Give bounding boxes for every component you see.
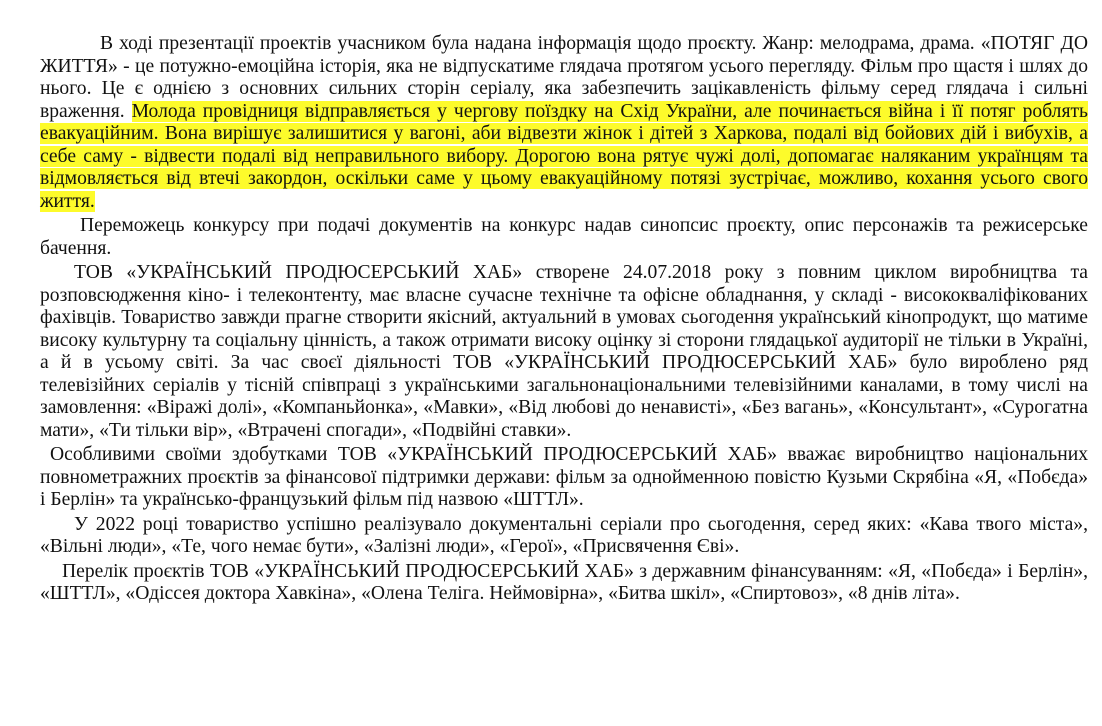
document-body	[40, 33, 1088, 608]
paragraph-achievements: Особливими своїми здобутками ТОВ «УКРАЇНСЬКИЙ ПРОДЮСЕРСЬКИЙ ХАБ» вважає виробництво національних повнометражних проєктів за фінансової підтримки держави: фільм за однойменною повістю Кузьми Скрябіна «Я, «Побєда» і Берлін» та українсько-французький фільм під назвою «ШТТЛ».	[40, 444, 1088, 510]
paragraph-company-profile: ТОВ «УКРАЇНСЬКИЙ ПРОДЮСЕРСЬКИЙ ХАБ» створене 24.07.2018 року з повним циклом виробництва та розповсюдження кіно- і телеконтенту, має власне сучасне технічне та офісне обладнання, у складі - висококваліфікованих фахівців. Товариство завжди прагне створити якісний, актуальний в умовах сьогодення український кінопродукт, що матиме високу культурну та соціальну цінність, а також отримати високу оцінку зі сторони глядацької аудиторії не тільки в Україні, а й в усьому світі. За час своєї діяльності ТОВ «УКРАЇНСЬКИЙ ПРОДЮСЕРСЬКИЙ ХАБ» було вироблено ряд телевізійних серіалів у тісній співпраці з українськими загальнонаціональними телевізійними каналами, в тому числі на замовлення: «Віражі долі», «Компаньйонка», «Мавки», «Від любові до ненависті», «Без вагань», «Консультант», «Сурогатна мати», «Ти тільки вір», «Втрачені спогади», «Подвійні ставки».	[40, 262, 1088, 441]
paragraph-documentary-series: У 2022 році товариство успішно реалізувало документальні серіали про сьогодення, серед яких: «Кава твого міста», «Вільні люди», «Те, чого немає бути», «Залізні люди», «Герої», «Присвячення Єві».	[40, 513, 1088, 557]
paragraph-state-funded-projects: Перелік проєктів ТОВ «УКРАЇНСЬКИЙ ПРОДЮСЕРСЬКИЙ ХАБ» з державним фінансуванням: «Я, «Побєда» і Берлін», «ШТТЛ», «Одіссея доктора Хавкіна», «Олена Теліга. Неймовірна», «Битва шкіл», «Спиртовоз», «8 днів літа».	[40, 560, 1088, 604]
paragraph-project-presentation	[40, 33, 1088, 213]
paragraph-winner-documents: Переможець конкурсу при подачі документів на конкурс надав синопсис проєкту, опис персонажів та режисерське бачення.	[40, 215, 1088, 259]
paragraph-intro-text: В ході презентації проектів учасником була надана інформація щодо проєкту. Жанр: мелодрама, драма. «ПОТЯГ ДО ЖИТТЯ» - це потужно-емоційна історія, яка не відпускатиме глядача протягом усього перегляду. Фільм про щастя і шлях до нього. Це є однією з основних сильних сторін серіалу, яка забезпечить зацікавленість фільму серед глядача і сильні враження.	[40, 33, 1088, 122]
highlighted-synopsis: Молода провідниця відправляється у чергову поїздку на Схід України, але починається війна і її потяг роблять евакуаційним. Вона вирішує залишитися у вагоні, аби відвезти жінок і дітей з Харкова, подалі від бойових дій і вибухів, а себе саму - відвести подалі від неправильного вибору. Дорогою вона рятує чужі долі, допомагає наляканим українцям та відмовляється від втечі закордон, оскільки саме у цьому евакуаційному потязі зустрічає, можливо, кохання усього свого життя.	[40, 100, 1088, 212]
